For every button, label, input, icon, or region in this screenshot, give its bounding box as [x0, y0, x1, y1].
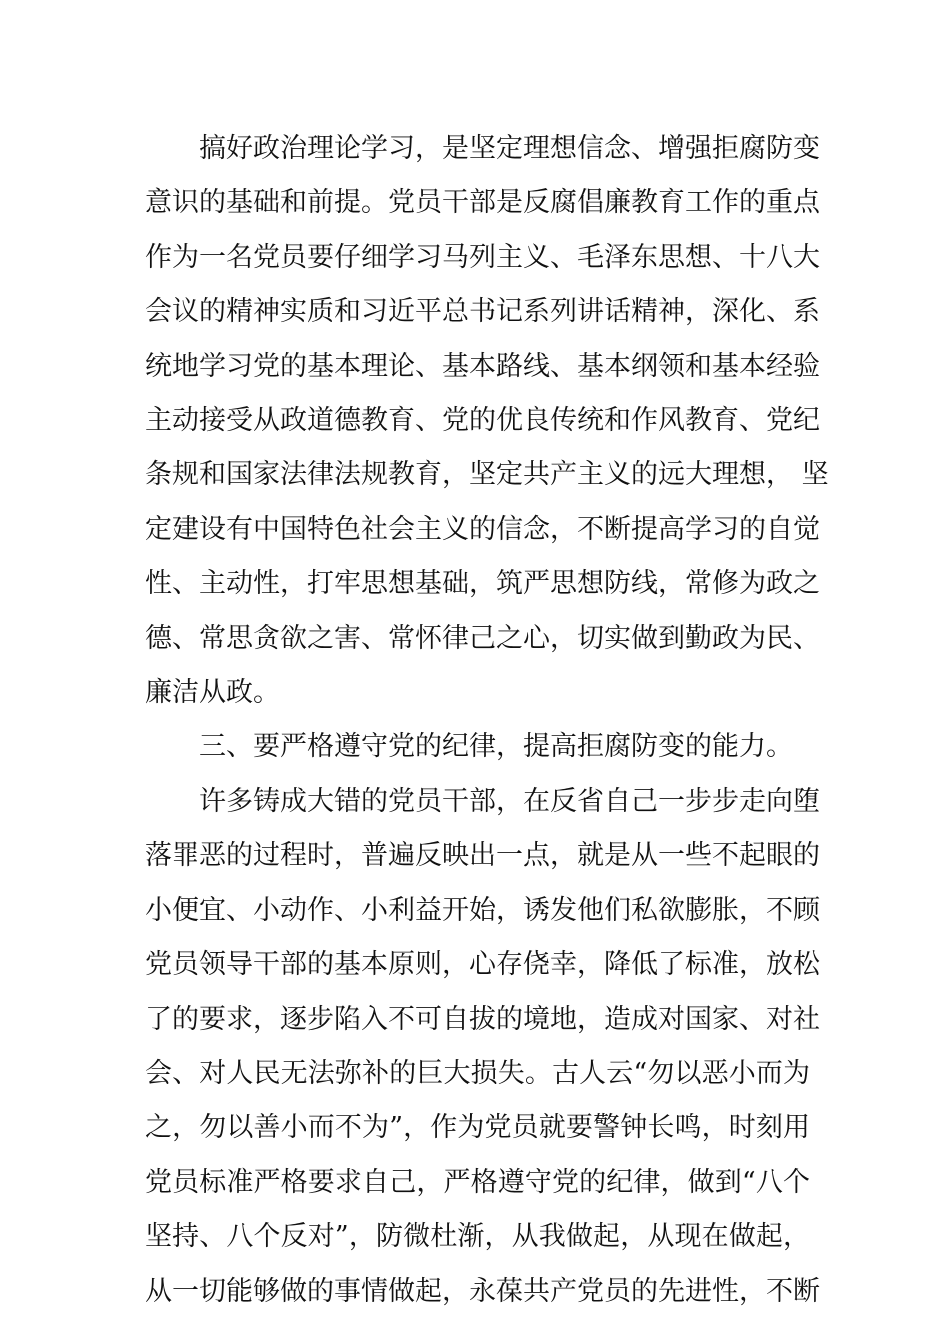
text-line: 定建设有中国特色社会主义的信念，不断提高学习的自觉 — [145, 513, 820, 545]
paragraph-discipline — [145, 775, 820, 1319]
text-line: 廉洁从政。 — [145, 677, 280, 709]
text-line: 会、对人民无法弥补的巨大损失。古人云“勿以恶小而为 — [145, 1057, 810, 1089]
text-line: 搞好政治理论学习，是坚定理想信念、增强拒腐防变 — [199, 133, 820, 164]
text-line: 意识的基础和前提。党员干部是反腐倡廉教育工作的重点 — [145, 187, 820, 219]
section-heading-three — [145, 720, 810, 774]
text-line: 作为一名党员要仔细学习马列主义、毛泽东思想、十八大 — [145, 241, 820, 273]
text-line: 落罪恶的过程时，普遍反映出一点，就是从一些不起眼的 — [145, 840, 820, 872]
text-line: 了的要求，逐步陷入不可自拔的境地，造成对国家、对社 — [145, 1003, 820, 1035]
text-line: 性、主动性，打牢思想基础，筑严思想防线，常修为政之 — [145, 568, 820, 600]
text-line: 从一切能够做的事情做起，永葆共产党员的先进性，不断 — [145, 1275, 820, 1307]
text-line: 党员标准严格要求自己，严格遵守党的纪律，做到“八个 — [145, 1166, 810, 1198]
text-line: 三、要严格遵守党的纪律，提高拒腐防变的能力。 — [199, 731, 793, 763]
paragraph-political-study — [145, 122, 829, 720]
text-line: 之，勿以善小而不为”，作为党员就要警钟长鸣，时刻用 — [145, 1112, 810, 1144]
text-line: 坚持、八个反对”，防微杜渐，从我做起，从现在做起， — [145, 1221, 810, 1253]
text-line: 小便宜、小动作、小利益开始，诱发他们私欲膨胀，不顾 — [145, 894, 820, 926]
text-line: 德、常思贪欲之害、常怀律己之心，切实做到勤政为民、 — [145, 622, 820, 654]
document-body — [145, 122, 829, 1319]
text-line: 许多铸成大错的党员干部，在反省自己一步步走向堕 — [199, 785, 820, 817]
text-line: 主动接受从政道德教育、党的优良传统和作风教育、党纪 — [145, 405, 820, 437]
text-line: 统地学习党的基本理论、基本路线、基本纲领和基本经验 — [145, 350, 820, 382]
text-line: 党员领导干部的基本原则，心存侥幸，降低了标准，放松 — [145, 949, 820, 981]
text-line: 条规和国家法律法规教育，坚定共产主义的远大理想， 坚 — [145, 459, 829, 491]
text-line: 会议的精神实质和习近平总书记系列讲话精神，深化、系 — [145, 296, 820, 328]
